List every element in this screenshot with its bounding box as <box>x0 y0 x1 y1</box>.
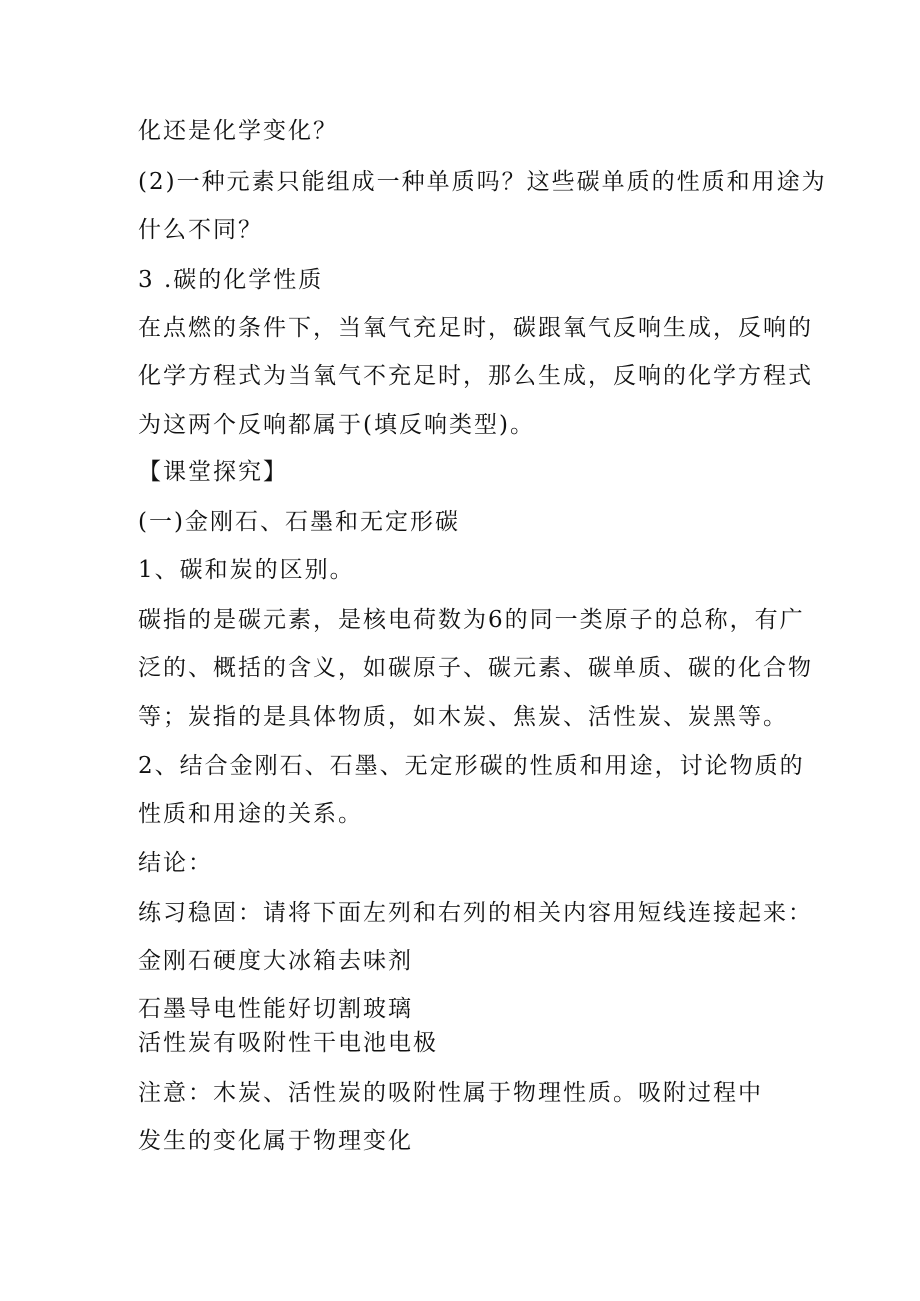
matching-row-2: 石墨导电性能好切割玻璃 <box>138 996 413 1022</box>
text-line-2: (2)一种元素只能组成一种单质吗？这些碳单质的性质和用途为 <box>138 169 827 195</box>
text-line-11: 碳指的是碳元素，是核电荷数为6的同一类原子的总称，有广 <box>138 607 805 633</box>
section-heading-chemical-properties: 3 .碳的化学性质 <box>138 267 324 293</box>
exercise-instruction: 练习稳固：请将下面左列和右列的相关内容用短线连接起来： <box>138 900 813 926</box>
note-line-1: 注意：木炭、活性炭的吸附性属于物理性质。吸附过程中 <box>138 1080 763 1106</box>
subheading-carbon-difference: 1、碳和炭的区别。 <box>138 557 355 583</box>
text-line-13: 等；炭指的是具体物质，如木炭、焦炭、活性炭、炭黑等。 <box>138 704 788 730</box>
conclusion-label: 结论： <box>138 850 213 876</box>
matching-row-3: 活性炭有吸附性干电池电极 <box>138 1030 438 1056</box>
text-line-14: 2、结合金刚石、石墨、无定形碳的性质和用途，讨论物质的 <box>138 753 805 779</box>
text-line-15: 性质和用途的关系。 <box>138 801 363 827</box>
matching-row-1: 金刚石硬度大冰箱去味剂 <box>138 948 413 974</box>
subheading-diamond-graphite: (一)金刚石、石墨和无定形碳 <box>138 509 460 535</box>
note-line-2: 发生的变化属于物理变化 <box>138 1128 413 1154</box>
section-heading-classroom-inquiry: 【课堂探究】 <box>138 459 288 485</box>
text-line-6: 化学方程式为当氧气不充足时，那么生成，反响的化学方程式 <box>138 363 813 389</box>
text-line-12: 泛的、概括的含义，如碳原子、碳元素、碳单质、碳的化合物 <box>138 655 813 681</box>
text-line-7: 为这两个反响都属于(填反响类型)。 <box>138 412 535 438</box>
text-line-5: 在点燃的条件下，当氧气充足时，碳跟氧气反响生成，反响的 <box>138 315 813 341</box>
text-line-1: 化还是化学变化？ <box>138 118 338 144</box>
text-line-3: 什么不同？ <box>138 217 263 243</box>
